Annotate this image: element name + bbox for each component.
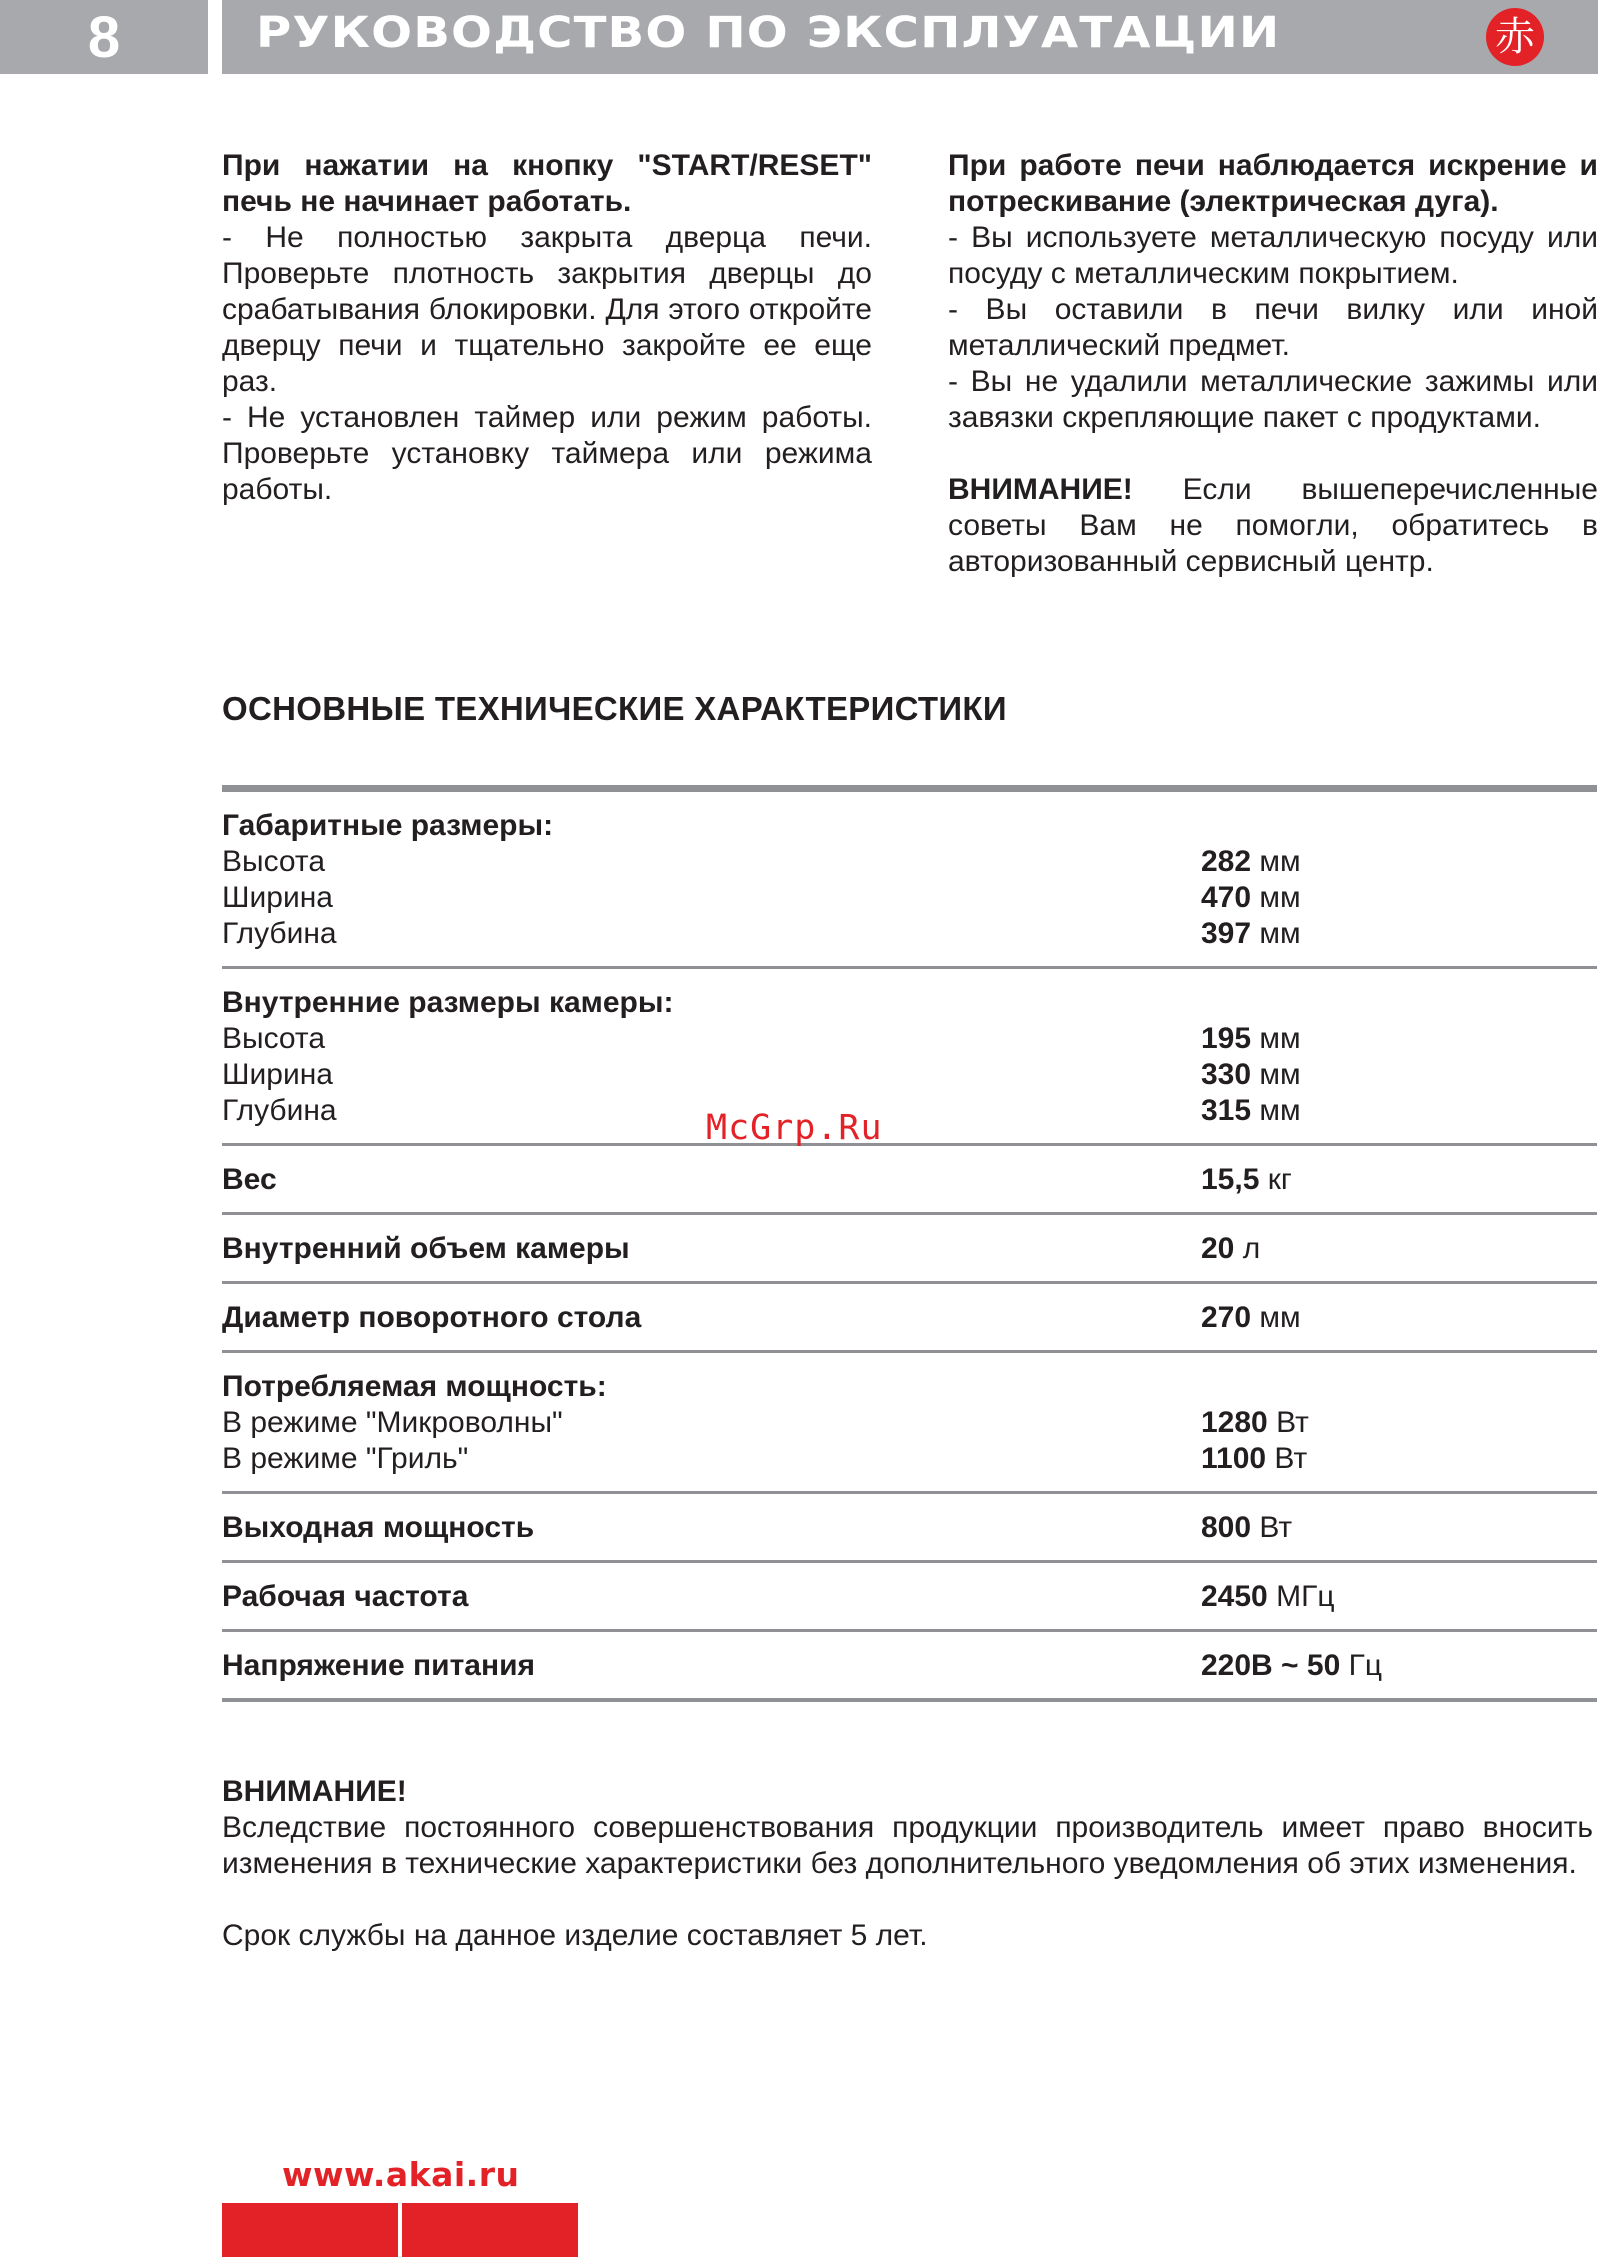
spec-unit: мм	[1251, 1094, 1301, 1127]
cause-metal-dish: - Вы используете металлическую посуду или посуду с металлическим покрытием.	[948, 221, 1598, 290]
cause-timer: - Не установлен таймер или режим работы. Проверьте установку таймера или режима работы.	[222, 401, 872, 506]
spec-unit: Вт	[1251, 1511, 1293, 1544]
spec-unit: мм	[1251, 881, 1301, 914]
spec-number: 1280	[1201, 1406, 1268, 1439]
spec-number: 315	[1201, 1094, 1252, 1127]
spec-label: Выходная мощность	[222, 1511, 535, 1544]
specs-table	[222, 785, 1597, 1702]
spec-number: 800	[1201, 1511, 1252, 1544]
spec-row	[222, 1162, 1597, 1198]
spec-row	[222, 1579, 1597, 1615]
service-warning	[948, 472, 1598, 580]
spec-number: 282	[1201, 845, 1252, 878]
spec-group-power-consumption	[222, 1353, 1597, 1494]
spec-row	[222, 916, 1597, 952]
spec-label: Диаметр поворотного стола	[222, 1301, 642, 1334]
spec-number: 397	[1201, 917, 1252, 950]
spec-unit: МГц	[1267, 1580, 1335, 1613]
spec-row	[222, 1021, 1597, 1057]
spec-value	[1201, 1510, 1292, 1546]
spec-row	[222, 1057, 1597, 1093]
spec-unit: мм	[1251, 917, 1301, 950]
cause-metal-clips: - Вы не удалили металлические зажимы или завязки скрепляющие пакет с продуктами.	[948, 365, 1598, 434]
spec-row	[222, 844, 1597, 880]
troubleshooting-right	[948, 148, 1598, 580]
spec-number: 2450	[1201, 1580, 1268, 1613]
footer-block-right	[402, 2203, 578, 2257]
specs-top-rule	[222, 785, 1597, 792]
spec-label: Высота	[222, 845, 326, 878]
spec-value	[1201, 1579, 1335, 1615]
spec-group-frequency	[222, 1563, 1597, 1632]
spec-unit: мм	[1251, 845, 1301, 878]
cause-metal-object: - Вы оставили в печи вилку или иной металлический предмет.	[948, 293, 1598, 362]
spec-value	[1201, 1021, 1301, 1057]
spec-label: Глубина	[222, 917, 337, 950]
spec-label: Ширина	[222, 881, 333, 914]
spec-value	[1201, 1405, 1309, 1441]
spec-group-label: Габаритные размеры:	[222, 809, 554, 842]
spec-number: 270	[1201, 1301, 1252, 1334]
spec-value	[1201, 1441, 1307, 1477]
service-warning-text: Если вышеперечисленные советы Вам не помогли, обратитесь в авторизованный сервисный центр.	[948, 473, 1598, 578]
spec-unit: Гц	[1340, 1649, 1383, 1682]
spec-row	[222, 1441, 1597, 1477]
spec-unit: мм	[1251, 1022, 1301, 1055]
spec-group-internal	[222, 969, 1597, 1146]
spec-number: 470	[1201, 881, 1252, 914]
akai-logo-icon: 赤	[1486, 8, 1544, 66]
notice-label: ВНИМАНИЕ!	[222, 1775, 407, 1808]
spec-unit: Вт	[1266, 1442, 1308, 1475]
spec-label: В режиме "Гриль"	[222, 1442, 469, 1475]
spec-label: Напряжение питания	[222, 1649, 536, 1682]
spec-group-label: Потребляемая мощность:	[222, 1370, 607, 1403]
website-link[interactable]: www.akai.ru	[282, 2155, 520, 2194]
spec-number: 330	[1201, 1058, 1252, 1091]
watermark: McGrp.Ru	[706, 1108, 883, 1148]
spec-value	[1201, 844, 1301, 880]
spec-unit: мм	[1251, 1058, 1301, 1091]
page-title: РУКОВОДСТВО ПО ЭКСПЛУАТАЦИИ	[256, 8, 1281, 58]
spec-group-turntable	[222, 1284, 1597, 1353]
problem-heading-start: При нажатии на кнопку "START/RESET" печь не начинает работать.	[222, 149, 872, 218]
spec-label: Глубина	[222, 1094, 337, 1127]
cause-door: - Не полностью закрыта дверца печи. Проверьте плотность закрытия дверцы до срабатывания блокировки. Для этого откройте дверцу печи и тщательно закройте ее еще раз.	[222, 221, 872, 398]
spec-value	[1201, 1057, 1301, 1093]
notice-block	[222, 1774, 1593, 1954]
spec-group-voltage	[222, 1632, 1597, 1702]
spec-value	[1201, 1162, 1292, 1198]
notice-text: Вследствие постоянного совершенствования продукции производитель имеет право вносить изменения в технические характеристики без дополнительного уведомления об этих изменения.	[222, 1811, 1593, 1880]
spec-number: 20	[1201, 1232, 1235, 1265]
spec-label: Ширина	[222, 1058, 333, 1091]
spec-value	[1201, 1093, 1301, 1129]
header-bar	[222, 0, 1598, 74]
spec-unit: л	[1234, 1232, 1261, 1265]
footer-block-left	[222, 2203, 398, 2257]
spec-number: 220В ~ 50	[1201, 1649, 1341, 1682]
spec-unit: кг	[1259, 1163, 1292, 1196]
spec-value	[1201, 880, 1301, 916]
spec-row	[222, 1405, 1597, 1441]
spec-number: 15,5	[1201, 1163, 1260, 1196]
specs-title: ОСНОВНЫЕ ТЕХНИЧЕСКИЕ ХАРАКТЕРИСТИКИ	[222, 690, 1007, 727]
spec-group-label: Внутренние размеры камеры:	[222, 986, 674, 1019]
spec-group-output-power	[222, 1494, 1597, 1563]
spec-value	[1201, 1231, 1260, 1267]
spec-value	[1201, 916, 1301, 952]
problem-heading-sparks: При работе печи наблюдается искрение и потрескивание (электрическая дуга).	[948, 149, 1598, 218]
spec-label: Высота	[222, 1022, 326, 1055]
spec-group-volume	[222, 1215, 1597, 1284]
spec-value	[1201, 1300, 1301, 1336]
spec-row	[222, 1510, 1597, 1546]
spec-label: Рабочая частота	[222, 1580, 469, 1613]
page-number: 8	[0, 0, 208, 74]
spec-row	[222, 1231, 1597, 1267]
spec-number: 1100	[1201, 1442, 1267, 1475]
spec-group-weight	[222, 1146, 1597, 1215]
troubleshooting-left	[222, 148, 872, 508]
spec-group-overall	[222, 792, 1597, 969]
spec-label: Вес	[222, 1163, 277, 1196]
spec-row	[222, 1648, 1597, 1684]
service-warning-label: ВНИМАНИЕ!	[948, 473, 1133, 506]
spec-unit: мм	[1251, 1301, 1301, 1334]
spec-row	[222, 1300, 1597, 1336]
spec-number: 195	[1201, 1022, 1252, 1055]
spec-label: В режиме "Микроволны"	[222, 1406, 563, 1439]
spec-unit: Вт	[1267, 1406, 1309, 1439]
service-life: Срок службы на данное изделие составляет 5 лет.	[222, 1919, 928, 1952]
spec-row	[222, 1093, 1597, 1129]
spec-label: Внутренний объем камеры	[222, 1232, 630, 1265]
spec-row	[222, 880, 1597, 916]
spec-value	[1201, 1648, 1382, 1684]
